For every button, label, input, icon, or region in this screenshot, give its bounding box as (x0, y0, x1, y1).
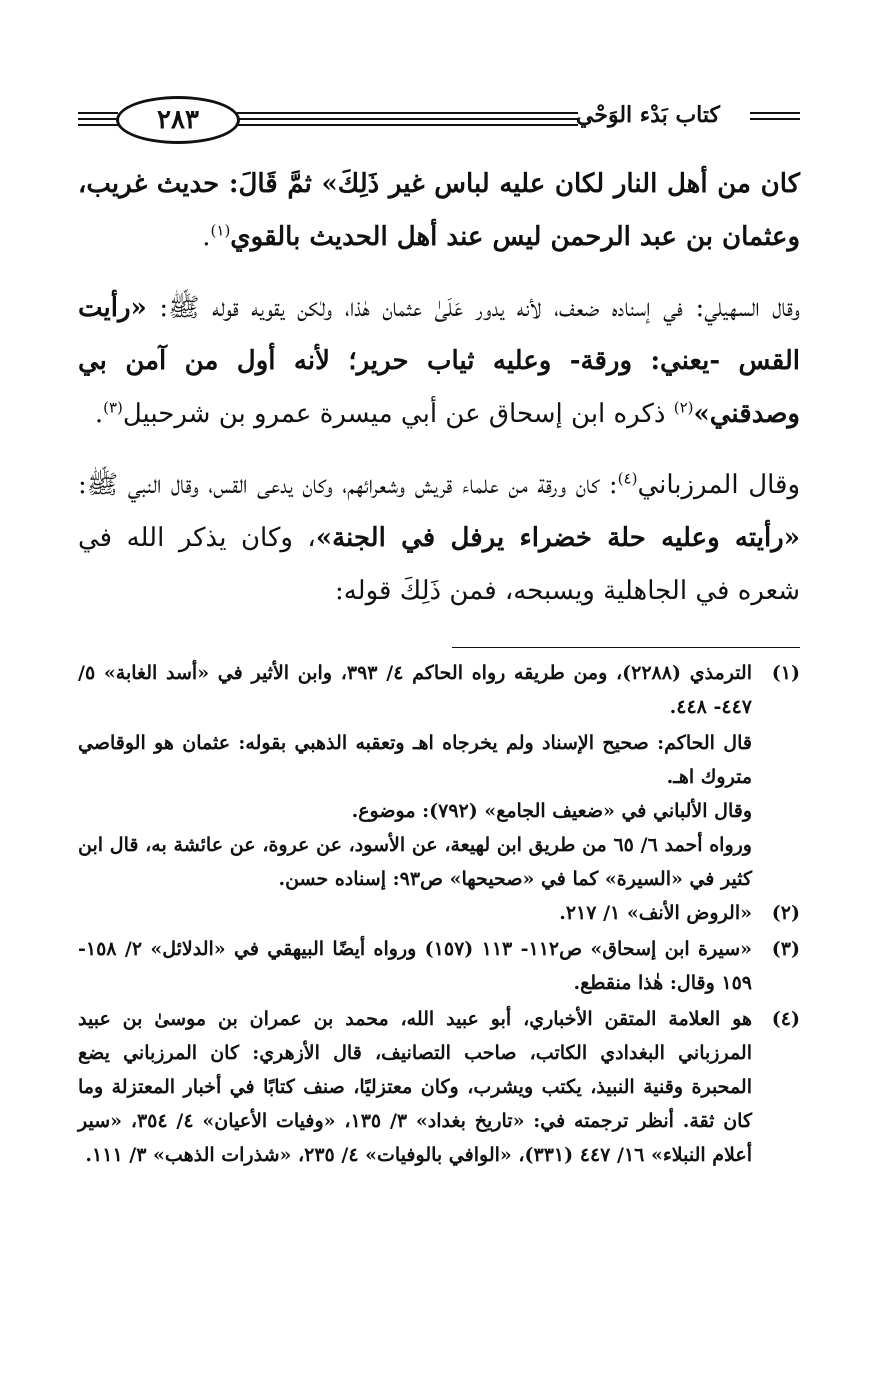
paragraph-1 (78, 158, 800, 264)
page-header (78, 94, 800, 146)
header-rule-left (78, 112, 118, 114)
header-rule-middle (236, 112, 578, 114)
footnote-1-line: ورواه أحمد ٦/ ٦٥ من طريق ابن لهيعة، عن الأسود، عن عروة، عن عائشة به، قال ابن كثير في «السيرة» كما في «صحيحها» ص٩٣: إسناده حسن. (78, 834, 752, 890)
footnote-ref-4: (٤) (617, 469, 638, 488)
paragraph-3 (78, 459, 800, 618)
header-rule-middle (236, 124, 578, 126)
footnotes (78, 656, 800, 1174)
header-rule-left (78, 124, 118, 126)
footnote-2 (78, 896, 800, 930)
paragraph-2 (78, 282, 800, 441)
footnote-separator (452, 647, 800, 648)
footnote-1-line: قال الحاكم: صحيح الإسناد ولم يخرجاه اهـ وتعقبه الذهبي بقوله: عثمان هو الوقاصي متروك اهـ. (78, 732, 752, 788)
header-rule-right (750, 118, 800, 120)
footnote-1-line: وقال الألباني في «ضعيف الجامع» (٧٩٢): موضوع. (351, 800, 752, 822)
paragraph-1-text: كان من أهل النار لكان عليه لباس غير ذَلِكَ» ثمَّ قَالَ: حديث غريب، وعثمان بن عبد الرحمن ليس عند أهل الحديث بالقوي (78, 169, 800, 252)
paragraph-3-end: ، وكان يذكر الله في شعره في الجاهلية ويسبحه، فمن ذَلِكَ قوله: (78, 523, 800, 606)
header-rule-left (78, 118, 118, 120)
footnote-body: هو العلامة المتقن الأخباري، أبو عبيد الله، محمد بن عمران بن موسىٰ بن عبيد المرزباني البغدادي الكاتب، صاحب التصانيف، قال الأزهري: كان المرزباني يضع المحبرة وقنية النبيذ، يكتب ويشرب، وكان معتزليًا، صنف كتابًا في أخبار المعتزلة وما كان ثقة. أنظر ترجمته في: «تاريخ بغداد» ٣/ ١٣٥، «وفيات الأعيان» ٤/ ٣٥٤، «سير أعلام النبلاء» ١٦/ ٤٤٧ (٣٣١)، «الوافي بالوفيات» ٤/ ٢٣٥، «شذرات الذهب» ٣/ ١١١. (78, 1008, 753, 1166)
header-rule-middle (236, 118, 578, 120)
footnote-1 (78, 656, 800, 724)
footnote-body: «الروض الأنف» ١/ ٢١٧. (559, 902, 752, 924)
footnote-number: (٤) (771, 1008, 800, 1030)
footnote-3 (78, 932, 800, 1000)
footnote-1-line: الترمذي (٢٢٨٨)، ومن طريقه رواه الحاكم ٤/ ٣٩٣، وابن الأثير في «أسد الغابة» ٥/ ٤٤٧- ٤٤٨. (78, 662, 753, 718)
paragraph-2-hadith: «رأيت القس -يعني: ورقة- وعليه ثياب حرير؛ لأنه أول من آمن بي وصدقني» (78, 293, 800, 429)
paragraph-1-end: . (202, 222, 211, 252)
page-number: ٢٨٣ (116, 96, 240, 144)
paragraph-2-end: . (94, 399, 104, 429)
footnote-body: «سيرة ابن إسحاق» ص١١٢- ١١٣ (١٥٧) ورواه أيضًا البيهقي في «الدلائل» ٢/ ١٥٨- ١٥٩ وقال: هٰذا منقطع. (78, 938, 752, 994)
footnote-ref-3: (٣) (103, 398, 123, 417)
footnote-number: (١) (771, 662, 800, 684)
footnote-4 (78, 1002, 800, 1172)
footnote-body (78, 656, 752, 724)
paragraph-2-intro: وقال السهيلي: في إسناده ضعف، لأنه يدور عَلَىٰ عثمان هٰذا، ولٰكن يقويه قوله ﷺ: (146, 293, 800, 323)
paragraph-3-hadith: «رأيته وعليه حلة خضراء يرفل في الجنة» (315, 523, 800, 553)
footnote-number: (٣) (771, 938, 800, 960)
paragraph-2-source: ذكره ابن إسحاق عن أبي ميسرة عمرو بن شرحبيل (122, 399, 674, 429)
footnote-ref-2: (٢) (673, 398, 694, 417)
paragraph-3-intro: وقال المرزباني (637, 470, 800, 500)
book-title: كتاب بَدْء الوَحْي (576, 102, 720, 128)
header-rule-right (750, 112, 800, 114)
footnote-ref-1: (١) (210, 221, 231, 240)
paragraph-3-text: : كان ورقة من علماء قريش وشعرائهم، وكان يدعى القس، وقال النبي ﷺ: (78, 470, 618, 500)
footnote-number: (٢) (771, 902, 800, 924)
main-text (78, 158, 800, 636)
